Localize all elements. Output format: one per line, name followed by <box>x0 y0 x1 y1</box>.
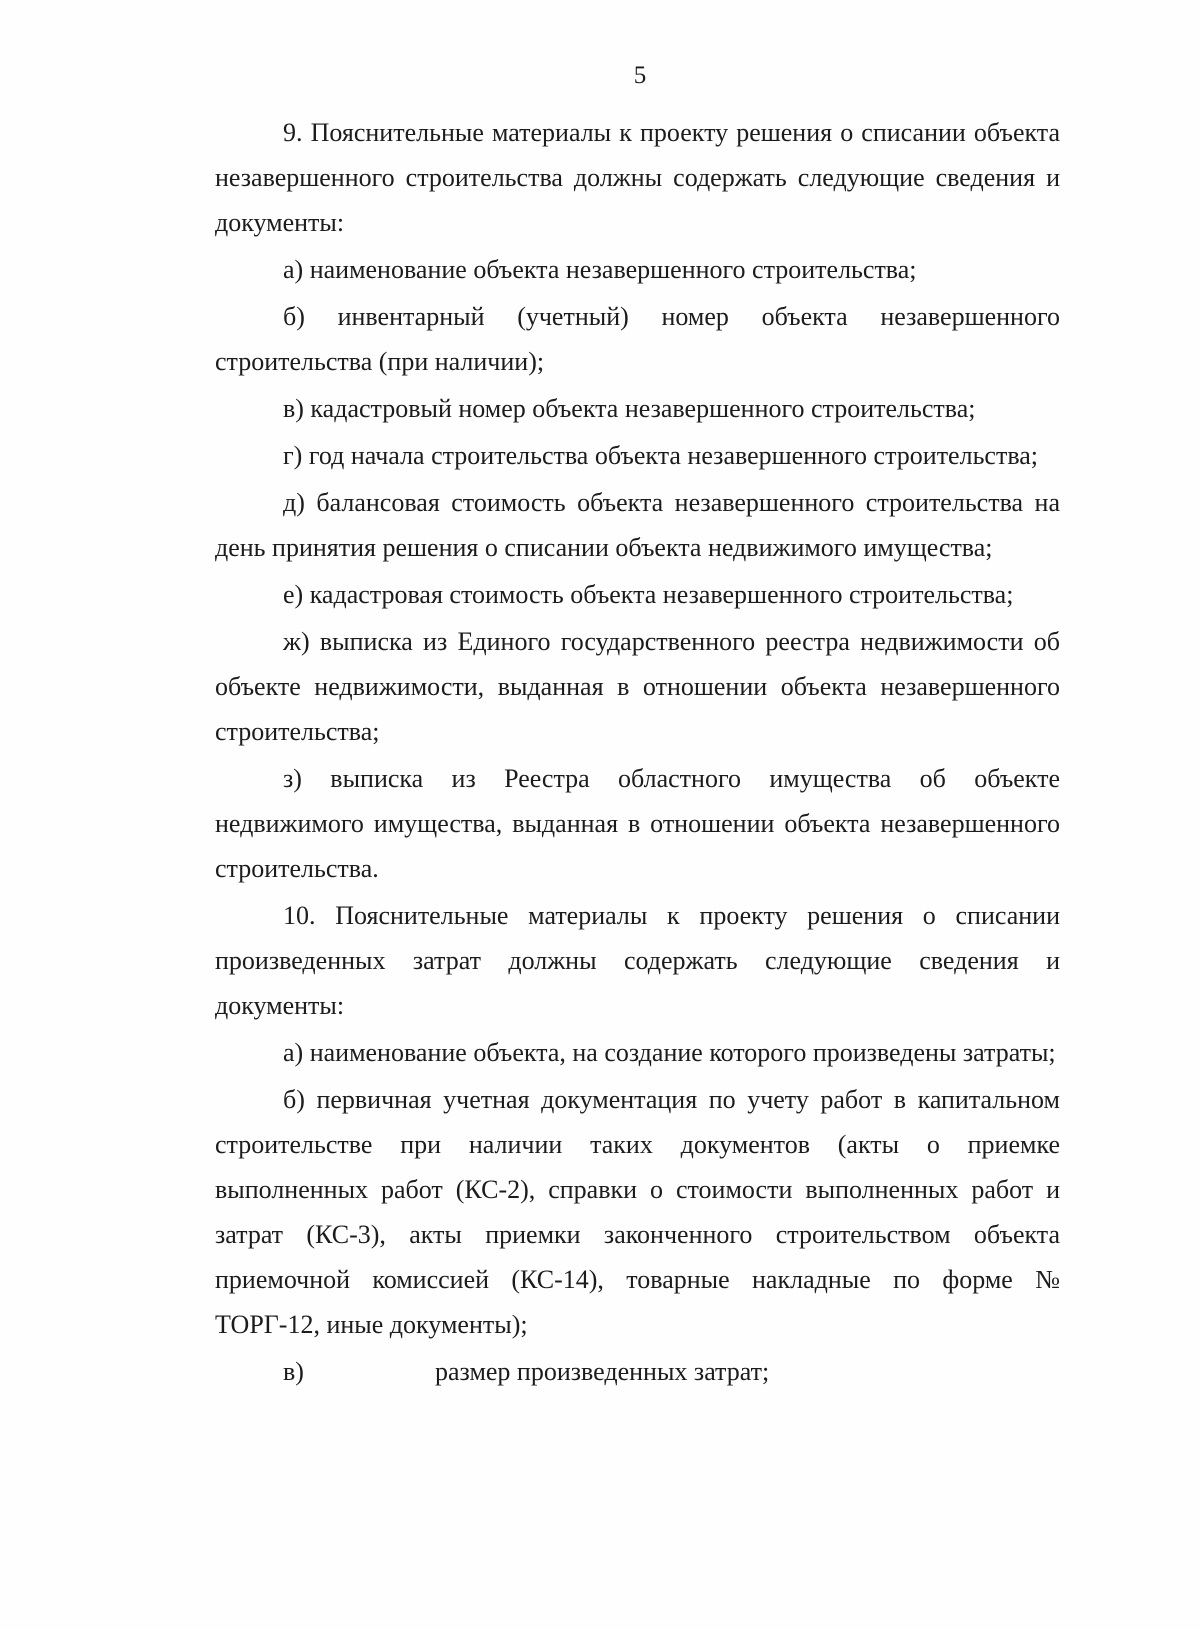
paragraph-10-item-v <box>215 1349 1060 1394</box>
paragraph-9-item-b: б) инвентарный (учетный) номер объекта незавершенного строительства (при наличии); <box>215 302 1060 376</box>
paragraph-9: 9. Пояснительные материалы к проекту решения о списании объекта незавершенного строительства должны содержать следующие сведения и документы: <box>215 118 1060 237</box>
list-marker: в) <box>283 1357 304 1386</box>
paragraph-9-item-v: в) кадастровый номер объекта незавершенного строительства; <box>283 394 976 423</box>
paragraph-10: 10. Пояснительные материалы к проекту решения о списании произведенных затрат должны содержать следующие сведения и документы: <box>215 901 1060 1020</box>
paragraph-10-item-b: б) первичная учетная документация по учету работ в капитальном строительстве при наличии таких документов (акты о приемке выполненных работ (КС-2), справки о стоимости выполненных работ и затрат (КС-3), акты приемки законченного строительством объекта приемочной комиссией (КС-14), товарные накладные по форме № ТОРГ-12, иные документы); <box>215 1085 1060 1339</box>
paragraph-9-item-g: г) год начала строительства объекта незавершенного строительства; <box>283 441 1039 470</box>
document-body <box>215 108 1060 1394</box>
paragraph-10-item-a: а) наименование объекта, на создание которого произведены затраты; <box>283 1038 1056 1067</box>
paragraph-9-item-zh: ж) выписка из Единого государственного реестра недвижимости об объекте недвижимости, выданная в отношении объекта незавершенного строительства; <box>215 627 1060 746</box>
page-number: 5 <box>633 62 647 89</box>
paragraph-9-item-d: д) балансовая стоимость объекта незавершенного строительства на день принятия решения о списании объекта недвижимого имущества; <box>215 488 1060 562</box>
paragraph-9-item-e: е) кадастровая стоимость объекта незавершенного строительства; <box>283 580 1014 609</box>
paragraph-9-item-z: з) выписка из Реестра областного имущества об объекте недвижимого имущества, выданная в отношении объекта незавершенного строительства. <box>215 764 1060 883</box>
list-item-text: размер произведенных затрат; <box>435 1357 770 1386</box>
paragraph-9-item-a: а) наименование объекта незавершенного строительства; <box>283 255 917 284</box>
